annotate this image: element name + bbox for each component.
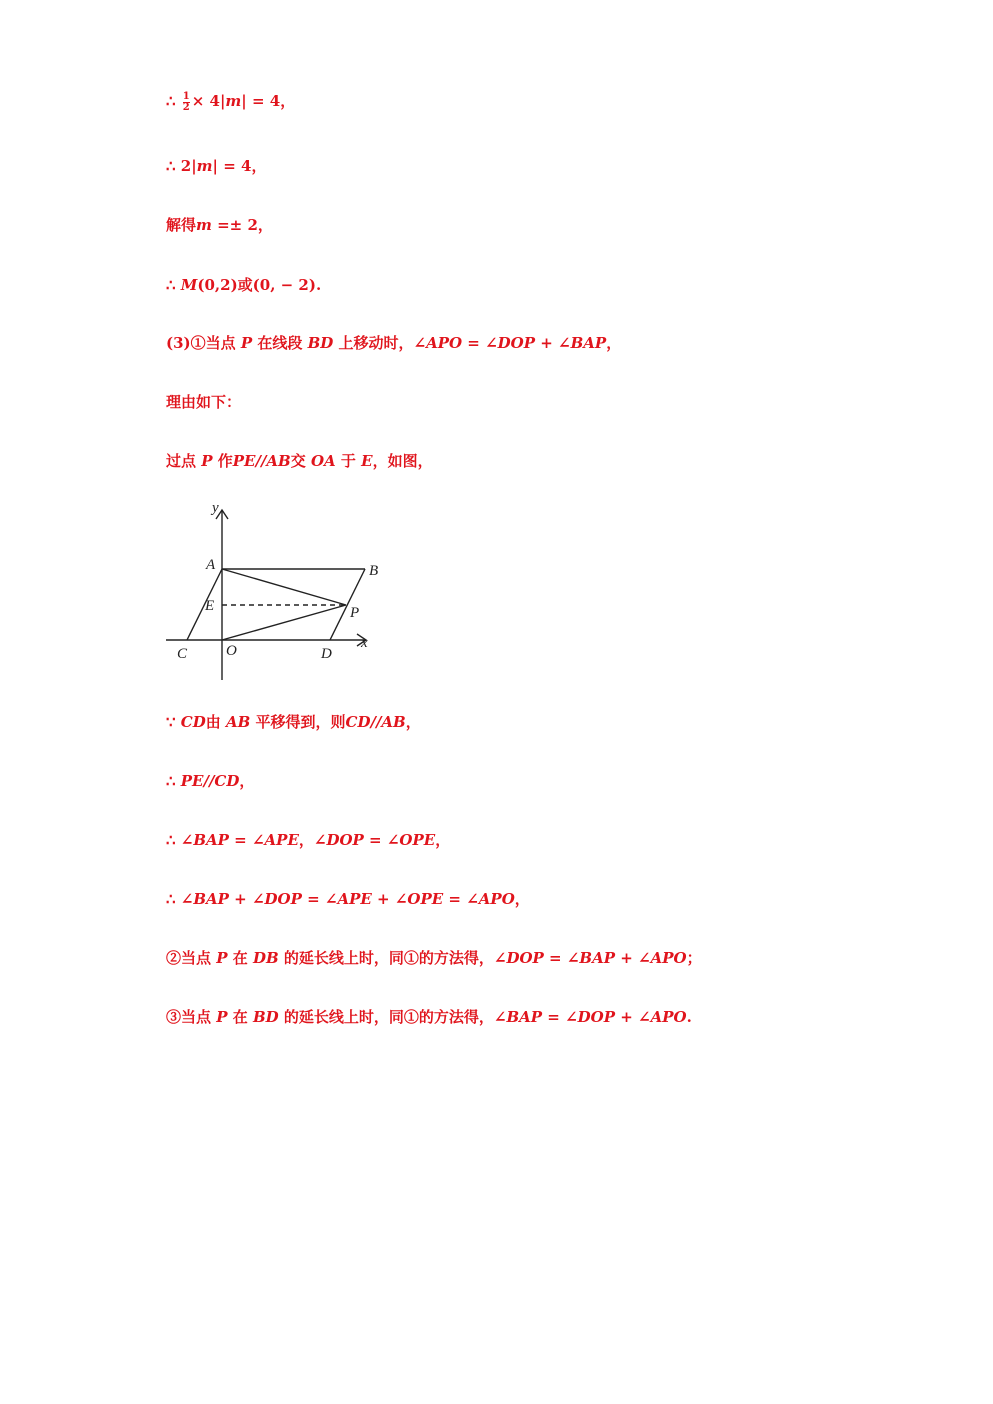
- label-c: C: [177, 646, 188, 662]
- math-var: OA: [310, 452, 336, 470]
- text: =: [542, 1008, 566, 1026]
- math-var: ∠APE: [251, 831, 299, 849]
- text: =: [301, 890, 325, 908]
- text: ∴: [166, 831, 181, 849]
- fraction-one-half: [183, 92, 190, 113]
- math-var: ∠OPE: [394, 890, 444, 908]
- text: 在: [227, 949, 253, 967]
- text: 的延长线上时，同①的方法得，: [278, 949, 494, 967]
- text: ∵: [166, 713, 181, 731]
- text: 过点: [166, 452, 202, 470]
- text: =: [462, 334, 486, 352]
- math-var: ∠DOP: [251, 890, 302, 908]
- math-var: ∠DOP: [493, 949, 544, 967]
- line-part3-case1: [166, 333, 621, 353]
- text: 理由如下：: [166, 393, 242, 411]
- label-a: A: [206, 557, 216, 573]
- math-var: m: [225, 92, 242, 110]
- text: ；: [686, 949, 702, 967]
- math-var: M: [180, 276, 198, 294]
- text: 于: [335, 452, 362, 470]
- text: 作: [212, 452, 233, 470]
- math-var: ∠APO: [413, 334, 463, 352]
- text: +: [615, 949, 639, 967]
- text: ∴ 2|: [166, 157, 197, 175]
- math-var: E: [361, 452, 373, 470]
- math-var: PE//CD: [180, 772, 240, 790]
- text: | = 4，: [212, 157, 267, 175]
- math-var: P: [240, 334, 253, 352]
- label-b: B: [369, 563, 379, 579]
- math-var: ∠DOP: [313, 831, 364, 849]
- text: ，: [435, 831, 451, 849]
- label-x: x: [361, 635, 368, 651]
- line-simplified: [166, 156, 266, 176]
- math-var: PE//AB: [232, 452, 291, 470]
- label-y: y: [212, 500, 219, 516]
- text: 在线段: [252, 334, 308, 352]
- line-solve-m: [166, 215, 273, 235]
- text: 由: [205, 713, 226, 731]
- label-d: D: [321, 646, 332, 662]
- line-parallel: [166, 771, 254, 791]
- line-sum-angles: [166, 889, 530, 909]
- text: | = 4，: [241, 92, 296, 110]
- line-alt-angles: [166, 830, 450, 850]
- text: +: [535, 334, 559, 352]
- math-var: ∠BAP: [566, 949, 615, 967]
- text: +: [615, 1008, 639, 1026]
- text: ∴: [166, 276, 181, 294]
- text: =: [443, 890, 467, 908]
- geometry-diagram: [160, 495, 390, 685]
- text: 在: [227, 1008, 253, 1026]
- math-var: ∠APE: [324, 890, 372, 908]
- text: =: [228, 831, 252, 849]
- text: 上移动时，: [333, 334, 414, 352]
- line-case2: [166, 948, 702, 968]
- text: ，: [298, 831, 314, 849]
- math-var: P: [216, 949, 228, 967]
- line-area-equation: [166, 91, 295, 113]
- text: =: [363, 831, 387, 849]
- text: (3)①当点: [166, 334, 241, 352]
- text: 平移得到，则: [250, 713, 346, 731]
- text: ，: [514, 890, 530, 908]
- math-var: m: [196, 216, 212, 234]
- math-var: CD//AB: [345, 713, 406, 731]
- line-case3: [166, 1007, 692, 1027]
- math-var: DB: [252, 949, 279, 967]
- label-p: P: [350, 605, 360, 621]
- text: +: [371, 890, 395, 908]
- math-var: CD: [180, 713, 206, 731]
- math-var: ∠APO: [638, 949, 687, 967]
- math-var: ∠DOP: [565, 1008, 615, 1026]
- math-var: ∠BAP: [558, 334, 607, 352]
- line-reason: [166, 392, 241, 412]
- text: 交: [290, 452, 311, 470]
- line-construction: [166, 451, 433, 471]
- text: ，如图，: [372, 452, 433, 470]
- math-var: ∠BAP: [180, 890, 229, 908]
- label-o: O: [226, 643, 237, 659]
- math-var: ∠APO: [466, 890, 515, 908]
- math-var: m: [196, 157, 213, 175]
- math-var: ∠APO: [638, 1008, 687, 1026]
- line-point-m: [166, 275, 321, 295]
- math-var: ∠BAP: [493, 1008, 543, 1026]
- text: ②当点: [166, 949, 217, 967]
- segment-ap: [222, 569, 346, 605]
- segment-op: [222, 605, 346, 640]
- text: ，: [239, 772, 255, 790]
- math-var: P: [216, 1008, 228, 1026]
- text: × 4|: [191, 92, 226, 110]
- text: =: [543, 949, 567, 967]
- line-translation: [166, 712, 421, 732]
- numerator: 1: [182, 90, 190, 102]
- math-var: ∠DOP: [485, 334, 536, 352]
- math-var: BD: [252, 1008, 279, 1026]
- text: ∴: [166, 772, 181, 790]
- text: (0,2)或(0, − 2).: [197, 276, 322, 294]
- text: ，: [405, 713, 421, 731]
- denominator: 2: [182, 101, 190, 113]
- text: 的延长线上时，同①的方法得，: [278, 1008, 494, 1026]
- label-e: E: [205, 598, 215, 614]
- text: ③当点: [166, 1008, 217, 1026]
- math-var: AB: [225, 713, 251, 731]
- text: ，: [606, 334, 622, 352]
- segment-bd: [330, 569, 365, 640]
- math-var: BD: [307, 334, 334, 352]
- text: .: [686, 1008, 692, 1026]
- math-var: ∠OPE: [386, 831, 436, 849]
- math-var: ∠BAP: [180, 831, 229, 849]
- text: +: [228, 890, 252, 908]
- therefore-symbol: ∴: [166, 92, 181, 110]
- text: 解得: [166, 216, 197, 234]
- math-var: P: [201, 452, 213, 470]
- text: =± 2，: [211, 216, 273, 234]
- text: ∴: [166, 890, 181, 908]
